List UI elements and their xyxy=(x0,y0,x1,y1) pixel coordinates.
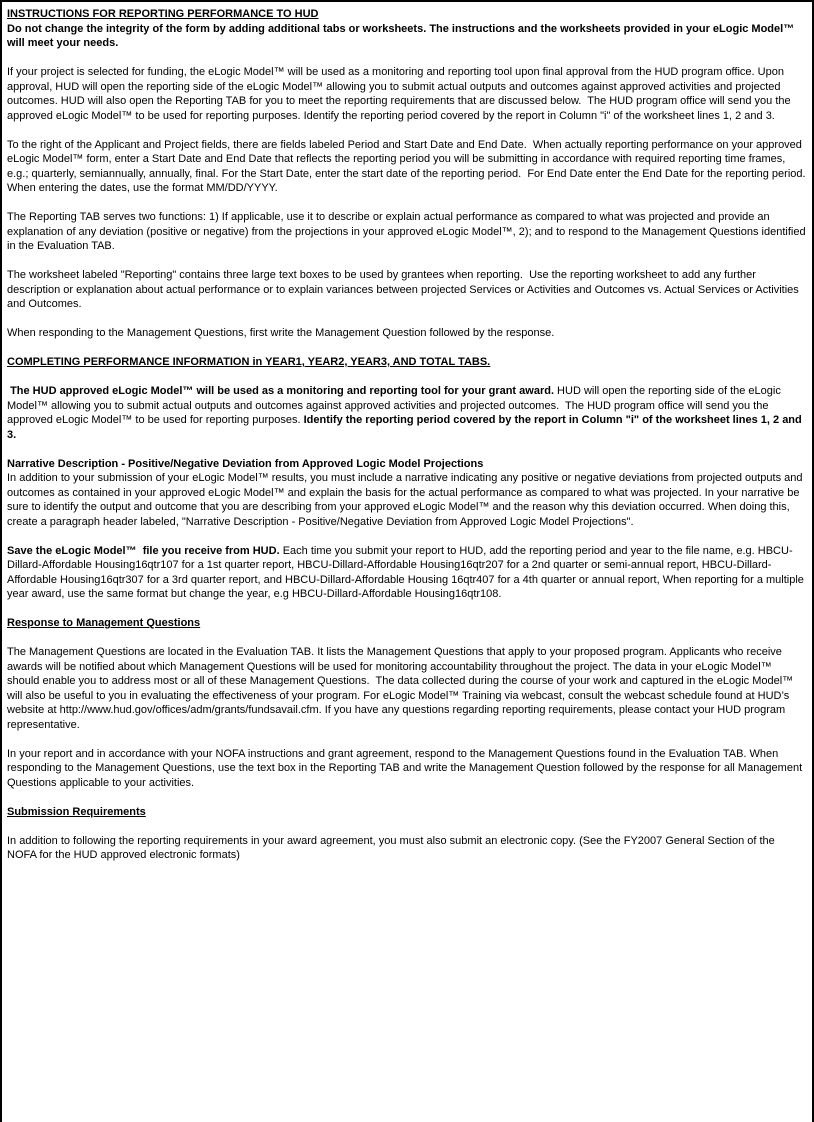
paragraph-responding-management-questions: When responding to the Management Questions, first write the Management Question followed by the response. xyxy=(7,327,555,339)
hud-approved-bold-tail: Identify the reporting period covered by the report in Column "i" of the worksheet lines 1, 2 and 3. xyxy=(7,414,805,441)
paragraph-reporting-tab-functions: The Reporting TAB serves two functions: 1) If applicable, use it to describe or explain actual performance as compared to what was projected and provide an explanation of any deviation (positive or negative) from the projections in your approved eLogic Model™, 2); and to respond to the Management Questions identified in the Evaluation TAB. xyxy=(7,211,809,252)
hud-approved-normal-mid: HUD will open the reporting side of the eLogic Model™ allowing you to submit actual outputs and outcomes against approved activities and projected outcomes. The HUD program office will send you the approved eLogic Model™ to be used for reporting purposes. xyxy=(7,385,784,426)
paragraph-hud-approved-model xyxy=(7,384,806,442)
paragraph-narrative-description xyxy=(7,457,806,530)
paragraph-management-questions-located: The Management Questions are located in the Evaluation TAB. It lists the Management Questions that apply to your proposed program. Applicants who receive awards will be notified about which Management Questions will be used for monitoring accountability throughout the project. The data in your eLogic Model™ should enable you to address most or all of these Management Questions. The data collected during the course of your work and captured in the eLogic Model™ will also be useful to you in evaluating the effectiveness of your program. For eLogic Model™ Training via webcast, consult the webcast schedule found at HUD’s website at http://www.hud.gov/offices/adm/grants/fundsavail.cfm. If you have any questions regarding reporting requirements, please contact your HUD program representative. xyxy=(7,646,797,731)
heading-submission-requirements: Submission Requirements xyxy=(7,805,146,818)
narrative-description-body: In addition to your submission of your eLogic Model™ results, you must include a narrative indicating any positive or negative deviations from projected outputs and outcomes as contained in your approved eLogic Model™ and explain the basis for the actual performance as compared to what was projected. In your narrative be sure to identify the output and outcome that you are describing from your approved eLogic Model™ and the reason why this deviation occurred. When doing this, create a paragraph header labeled, "Narrative Description - Positive/Negative Deviation from Approved Logic Model Projections". xyxy=(7,472,806,528)
heading-response-management-questions: Response to Management Questions xyxy=(7,617,201,629)
save-file-normal-rest: Each time you submit your report to HUD, add the reporting period and year to the file name, e.g. HBCU-Dillard-Affordable Housing16qtr107 for a 1st quarter report, HBCU-Dillard-Affordable Housing16qtr207 for a 2nd quarter or semi-annual report, HBCU-Dillard-Affordable Housing16qtr307 for a 3rd quarter report, and HBCU-Dillard-Affordable Housing 16qtr407 for a 4th quarter or annual report, When reporting for a multiple year award, use the same format but change the year, e.g HBCU-Dillard-Affordable Housing16qtr108. xyxy=(7,544,807,600)
save-file-bold-lead: Save the eLogic Model™ file you receive from HUD. xyxy=(7,544,280,557)
hud-approved-bold-lead: The HUD approved eLogic Model™ will be used as a monitoring and reporting tool for your grant award. xyxy=(7,385,554,397)
intro-bold-paragraph: Do not change the integrity of the form by adding additional tabs or worksheets. The instructions and the worksheets provided in your eLogic Model™ will meet your needs. xyxy=(7,22,798,49)
paragraph-report-accordance-nofa: In your report and in accordance with your NOFA instructions and grant agreement, respond to the Management Questions found in the Evaluation TAB. When responding to the Management Questions, use the text box in the Reporting TAB and write the Management Question followed by the response for all Management Questions applicable to your activities. xyxy=(7,747,806,789)
heading-narrative-description: Narrative Description - Positive/Negative Deviation from Approved Logic Model Projections xyxy=(7,457,484,470)
paragraph-funding-approval: If your project is selected for funding, the eLogic Model™ will be used as a monitoring and reporting tool upon final approval from the HUD program office. Upon approval, HUD will open the reporting side of the eLogic Model™ allowing you to submit actual outputs and outcomes against approved activities and projected outcomes. HUD will also open the Reporting TAB for you to meet the reporting requirements that are discussed below. The HUD program office will send you the approved eLogic Model™ to be used for reporting purposes. Identify the reporting period covered by the report in Column "i" of the worksheet lines 1, 2 and 3. xyxy=(7,66,794,122)
document-title: INSTRUCTIONS FOR REPORTING PERFORMANCE TO HUD xyxy=(7,8,319,20)
paragraph-save-file xyxy=(7,544,806,602)
heading-completing-performance: COMPLETING PERFORMANCE INFORMATION in YEAR1, YEAR2, YEAR3, AND TOTAL TABS. xyxy=(7,356,491,368)
paragraph-submission-electronic-copy: In addition to following the reporting requirements in your award agreement, you must also submit an electronic copy. (See the FY2007 General Section of the NOFA for the HUD approved electronic formats) xyxy=(7,834,778,861)
paragraph-reporting-worksheet: The worksheet labeled "Reporting" contains three large text boxes to be used by grantees when reporting. Use the reporting worksheet to add any further description or explanation about actual performance or to explain variances between projected Services or Activities and Outcomes vs. Actual Services or Activities and Outcomes. xyxy=(7,269,802,310)
paragraph-period-start-end-dates: To the right of the Applicant and Project fields, there are fields labeled Period and Start Date and End Date. When actually reporting performance on your approved eLogic Model™ form, enter a Start Date and End Date that reflects the reporting period you will be submitting in accordance with required reporting time frames, e.g.; quarterly, semiannually, annually, final. For the Start Date, enter the start date of the reporting period. For End Date enter the End Date for the reporting period. When entering the dates, use the format MM/DD/YYYY. xyxy=(7,138,812,194)
